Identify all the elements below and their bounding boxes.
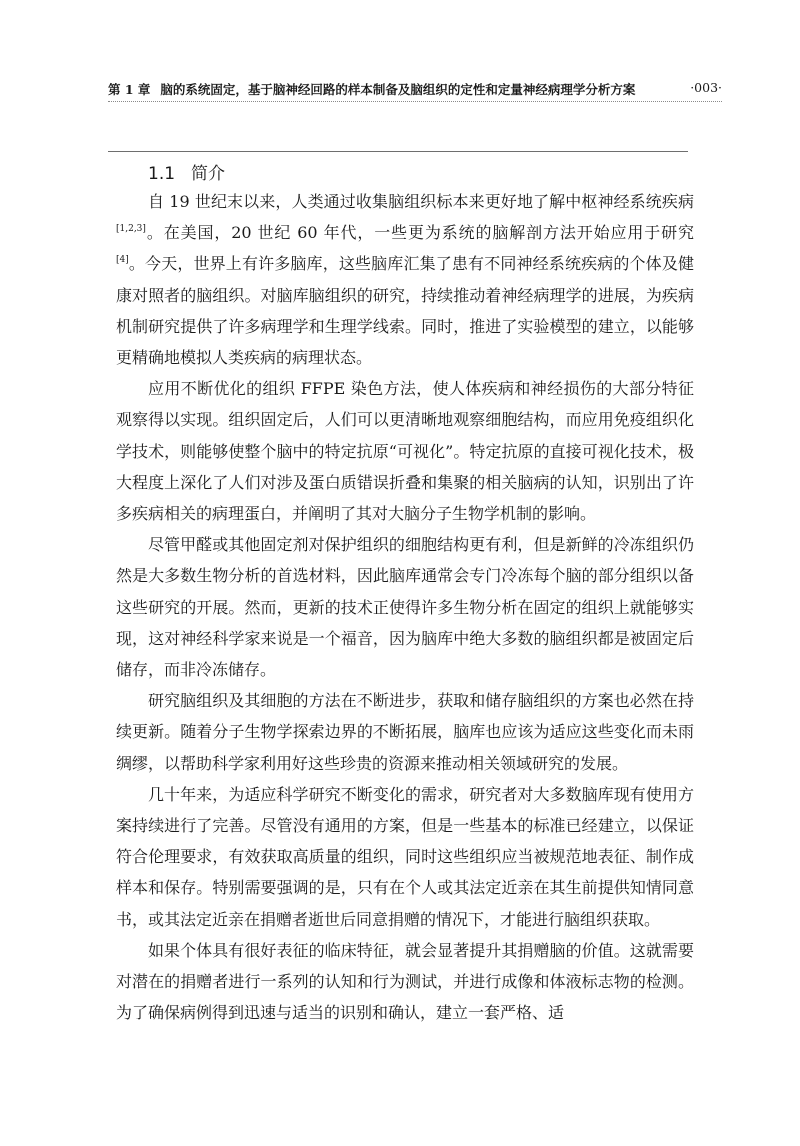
- running-head: [108, 80, 722, 98]
- citation-1-3: [1,2,3]: [116, 224, 146, 235]
- body-text: [116, 186, 694, 1028]
- chapter-label: 第 1 章: [108, 82, 151, 97]
- paragraph-1-text-a: 自 19 世纪末以来，人类通过收集脑组织标本来更好地了解中枢神经系统疾病: [148, 192, 694, 211]
- page-number: ·003·: [690, 80, 722, 95]
- header-divider: [108, 101, 722, 102]
- paragraph-1-text-b: 。在美国，20 世纪 60 年代，一些更为系统的脑解剖方法开始应用于研究: [145, 223, 694, 243]
- chapter-title: 脑的系统固定，基于脑神经回路的样本制备及脑组织的定性和定量神经病理学分析方案: [160, 82, 636, 97]
- section-divider: [108, 151, 688, 152]
- paragraph-1: [116, 186, 694, 373]
- paragraph-2: 应用不断优化的组织 FFPE 染色方法，使人体疾病和神经损伤的大部分特征观察得以实现。组织固定后，人们可以更清晰地观察细胞结构，而应用免疫组织化学技术，则能够使整个脑中的特定抗原“可视化”。特定抗原的直接可视化技术，极大程度上深化了人们对涉及蛋白质错误折叠和集聚的相关脑病的认知，识别出了许多疾病相关的病理蛋白，并阐明了其对大脑分子生物学机制的影响。: [116, 379, 694, 524]
- section-title: 简介: [191, 164, 226, 184]
- paragraph-4: 研究脑组织及其细胞的方法在不断进步，获取和储存脑组织的方案也必然在持续更新。随着分子生物学探索边界的不断拓展，脑库也应该为适应这些变化而未雨绸缪，以帮助科学家利用好这些珍贵的资源来推动相关领域研究的发展。: [116, 691, 694, 773]
- paragraph-6: 如果个体具有很好表征的临床特征，就会显著提升其捐赠脑的价值。这就需要对潜在的捐赠者进行一系列的认知和行为测试，并进行成像和体液标志物的检测。为了确保病例得到迅速与适当的识别和确认，建立一套严格、适: [116, 940, 694, 1023]
- paragraph-3: 尽管甲醛或其他固定剂对保护组织的细胞结构更有利，但是新鲜的冷冻组织仍然是大多数生物分析的首选材料，因此脑库通常会专门冷冻每个脑的部分组织以备这些研究的开展。然而，更新的技术正使得许多生物分析在固定的组织上就能够实现，这对神经科学家来说是一个福音，因为脑库中绝大多数的脑组织都是被固定后储存，而非冷冻储存。: [116, 535, 694, 680]
- section-heading: [148, 159, 225, 184]
- paragraph-1-text-c: 。今天，世界上有许多脑库，这些脑库汇集了患有不同神经系统疾病的个体及健康对照者的脑组织。对脑库脑组织的研究，持续推动着神经病理学的进展，为疾病机制研究提供了许多病理学和生理学线索。同时，推进了实验模型的建立，以能够更精确地模拟人类疾病的病理状态。: [116, 254, 694, 368]
- citation-4: [4]: [116, 255, 129, 266]
- section-number: 1.1: [148, 164, 176, 184]
- paragraph-5: 几十年来，为适应科学研究不断变化的需求，研究者对大多数脑库现有使用方案持续进行了完善。尽管没有通用的方案，但是一些基本的标准已经建立，以保证符合伦理要求，有效获取高质量的组织，同时这些组织应当被规范地表征、制作成样本和保存。特别需要强调的是，只有在个人或其法定近亲在其生前提供知情同意书，或其法定近亲在捐赠者逝世后同意捐赠的情况下，才能进行脑组织获取。: [116, 784, 694, 929]
